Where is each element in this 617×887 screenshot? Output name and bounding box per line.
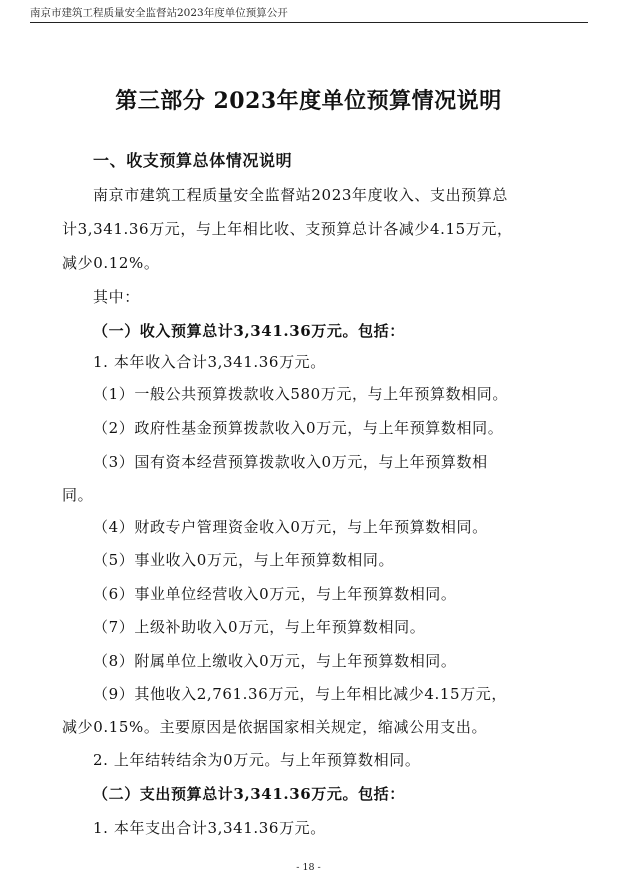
income-item-continuation: 减少0.15%。主要原因是依据国家相关规定，缩减公用支出。 <box>62 718 488 736</box>
page-number: - 18 - <box>296 862 321 873</box>
paragraph-line: 南京市建筑工程质量安全监督站2023年度收入、支出预算总 <box>93 186 508 204</box>
subsection-heading-income: （一）收入预算总计3,341.36万元。包括： <box>93 322 405 340</box>
expenditure-total-line: 1. 本年支出合计3,341.36万元。 <box>93 819 326 837</box>
page-title: 第三部分 2023年度单位预算情况说明 <box>115 88 502 114</box>
income-item-continuation: 同。 <box>62 486 94 504</box>
subsection-heading-expenditure: （二）支出预算总计3,341.36万元。包括： <box>93 785 405 803</box>
income-item: （3）国有资本经营预算拨款收入0万元，与上年预算数相 <box>93 453 488 471</box>
header-rule <box>30 22 588 23</box>
paragraph-line: 减少0.12%。 <box>62 254 160 272</box>
carryover-line: 2. 上年结转结余为0万元。与上年预算数相同。 <box>93 751 421 769</box>
income-item: （1）一般公共预算拨款收入580万元，与上年预算数相同。 <box>93 385 508 403</box>
income-item: （9）其他收入2,761.36万元，与上年相比减少4.15万元， <box>93 685 507 703</box>
income-item: （7）上级补助收入0万元，与上年预算数相同。 <box>93 618 426 636</box>
income-item: （2）政府性基金预算拨款收入0万元，与上年预算数相同。 <box>93 419 504 437</box>
income-item: （4）财政专户管理资金收入0万元，与上年预算数相同。 <box>93 518 488 536</box>
paragraph-line: 计3,341.36万元，与上年相比收、支预算总计各减少4.15万元， <box>62 220 513 238</box>
income-item: （8）附属单位上缴收入0万元，与上年预算数相同。 <box>93 652 457 670</box>
income-total-line: 1. 本年收入合计3,341.36万元。 <box>93 353 326 371</box>
income-item: （5）事业收入0万元，与上年预算数相同。 <box>93 551 395 569</box>
income-item: （6）事业单位经营收入0万元，与上年预算数相同。 <box>93 585 457 603</box>
section-heading-overview: 一、收支预算总体情况说明 <box>93 151 293 170</box>
running-header: 南京市建筑工程质量安全监督站2023年度单位预算公开 <box>30 7 288 19</box>
paragraph-line: 其中： <box>93 288 140 306</box>
